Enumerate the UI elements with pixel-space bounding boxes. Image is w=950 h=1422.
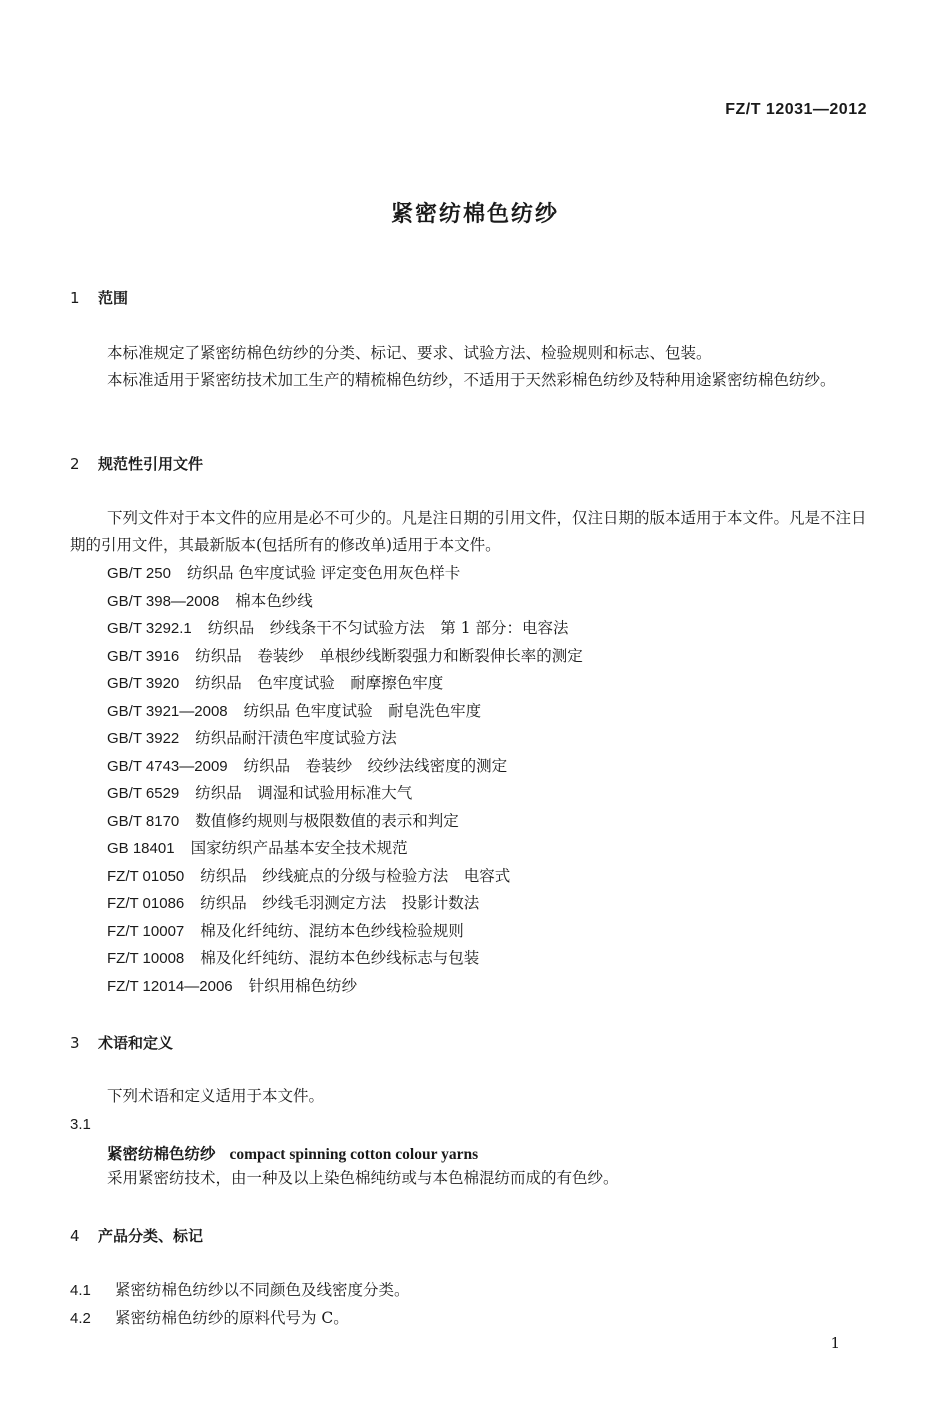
clause-number: 4.2 (70, 1310, 91, 1327)
reference-title: 国家纺织产品基本安全技术规范 (190, 839, 408, 857)
reference-title: 棉本色纱线 (235, 591, 313, 610)
terms-intro: 下列术语和定义适用于本文件。 (107, 1087, 325, 1105)
scope-paragraph-1: 本标准规定了紧密纺棉色纺纱的分类、标记、要求、试验方法、检验规则和标志、包装。 (107, 344, 712, 362)
reference-item (107, 808, 867, 836)
reference-title: 棉及化纤纯纺、混纺本色纱线检验规则 (200, 921, 464, 940)
term-english: compact spinning cotton colour yarns (229, 1146, 479, 1163)
reference-title: 纺织品耐汗渍色牢度试验方法 (195, 729, 397, 747)
section-number: 4 (70, 1227, 80, 1245)
term-number: 3.1 (70, 1116, 91, 1133)
reference-code: GB/T 3920 (107, 675, 180, 692)
reference-title: 纺织品 色牢度试验 耐皂洗色牢度 (243, 701, 482, 720)
reference-item (107, 560, 867, 588)
reference-item (107, 670, 867, 698)
reference-item (107, 890, 867, 918)
reference-title: 纺织品 调湿和试验用标准大气 (195, 784, 413, 802)
term-heading (107, 1142, 478, 1164)
reference-item (107, 945, 867, 973)
reference-code: GB/T 3292.1 (107, 620, 192, 637)
reference-code: GB/T 3921—2008 (107, 702, 228, 720)
section-number: 2 (70, 455, 80, 473)
reference-title: 棉及化纤纯纺、混纺本色纱线标志与包装 (200, 949, 480, 967)
reference-code: FZ/T 01086 (107, 895, 185, 912)
reference-code: GB/T 6529 (107, 785, 180, 802)
reference-code: GB/T 398—2008 (107, 592, 220, 610)
section-number: 3 (70, 1034, 80, 1052)
clause-4-2 (70, 1306, 349, 1328)
reference-title: 纺织品 色牢度试验 评定变色用灰色样卡 (186, 564, 461, 582)
section-title: 范围 (98, 289, 129, 307)
reference-title: 纺织品 色牢度试验 耐摩擦色牢度 (195, 674, 444, 692)
reference-code: GB/T 8170 (107, 812, 180, 830)
reference-item (107, 863, 867, 891)
clause-number: 4.1 (70, 1282, 91, 1299)
section-3-heading (70, 1032, 173, 1053)
section-title: 术语和定义 (98, 1034, 174, 1052)
reference-item (107, 725, 867, 753)
reference-item (107, 588, 867, 616)
reference-code: FZ/T 12014—2006 (107, 977, 233, 995)
reference-title: 数值修约规则与极限数值的表示和判定 (195, 811, 459, 830)
reference-title: 纺织品 卷装纱 绞纱法线密度的测定 (243, 756, 508, 775)
reference-item (107, 615, 867, 643)
section-2-heading (70, 453, 203, 474)
clause-text: 紧密纺棉色纺纱以不同颜色及线密度分类。 (115, 1281, 410, 1299)
reference-item (107, 698, 867, 726)
reference-title: 针织用棉色纺纱 (248, 976, 358, 995)
page-number: 1 (830, 1334, 840, 1352)
term-chinese: 紧密纺棉色纺纱 (107, 1144, 216, 1163)
references-intro: 下列文件对于本文件的应用是必不可少的。凡是注日期的引用文件，仅注日期的版本适用于本文件。凡是不注日期的引用文件，其最新版本(包括所有的修改单)适用于本文件。 (70, 509, 867, 554)
reference-title: 纺织品 纱线疵点的分级与检验方法 电容式 (200, 866, 511, 885)
reference-item (107, 643, 867, 671)
reference-code: GB 18401 (107, 840, 175, 857)
reference-item (107, 780, 867, 808)
standard-code: FZ/T 12031—2012 (725, 101, 867, 118)
reference-code: GB/T 3922 (107, 730, 180, 747)
reference-list (107, 560, 867, 1000)
reference-item (107, 973, 867, 1001)
reference-item (107, 835, 867, 863)
term-definition: 采用紧密纺技术，由一种及以上染色棉纯纺或与本色棉混纺而成的有色纱。 (107, 1169, 619, 1187)
section-1-heading (70, 287, 128, 308)
reference-item (107, 918, 867, 946)
reference-code: FZ/T 01050 (107, 867, 185, 885)
clause-text: 紧密纺棉色纺纱的原料代号为 C。 (115, 1309, 349, 1327)
reference-code: FZ/T 10008 (107, 950, 185, 967)
clause-4-1 (70, 1278, 410, 1300)
reference-item (107, 753, 867, 781)
reference-code: GB/T 3916 (107, 647, 180, 665)
section-number: 1 (70, 289, 80, 307)
reference-code: GB/T 4743—2009 (107, 757, 228, 775)
reference-code: FZ/T 10007 (107, 922, 185, 940)
reference-title: 纺织品 纱线条干不匀试验方法 第 1 部分：电容法 (207, 619, 569, 637)
section-title: 产品分类、标记 (98, 1227, 204, 1245)
section-4-heading (70, 1225, 203, 1246)
document-title: 紧密纺棉色纺纱 (390, 202, 559, 227)
reference-code: GB/T 250 (107, 565, 171, 582)
scope-paragraph-2: 本标准适用于紧密纺技术加工生产的精梳棉色纺纱，不适用于天然彩棉色纺纱及特种用途紧密纺棉色纺纱。 (107, 371, 836, 389)
reference-title: 纺织品 纱线毛羽测定方法 投影计数法 (200, 894, 480, 912)
reference-title: 纺织品 卷装纱 单根纱线断裂强力和断裂伸长率的测定 (195, 646, 583, 665)
section-title: 规范性引用文件 (98, 455, 204, 473)
